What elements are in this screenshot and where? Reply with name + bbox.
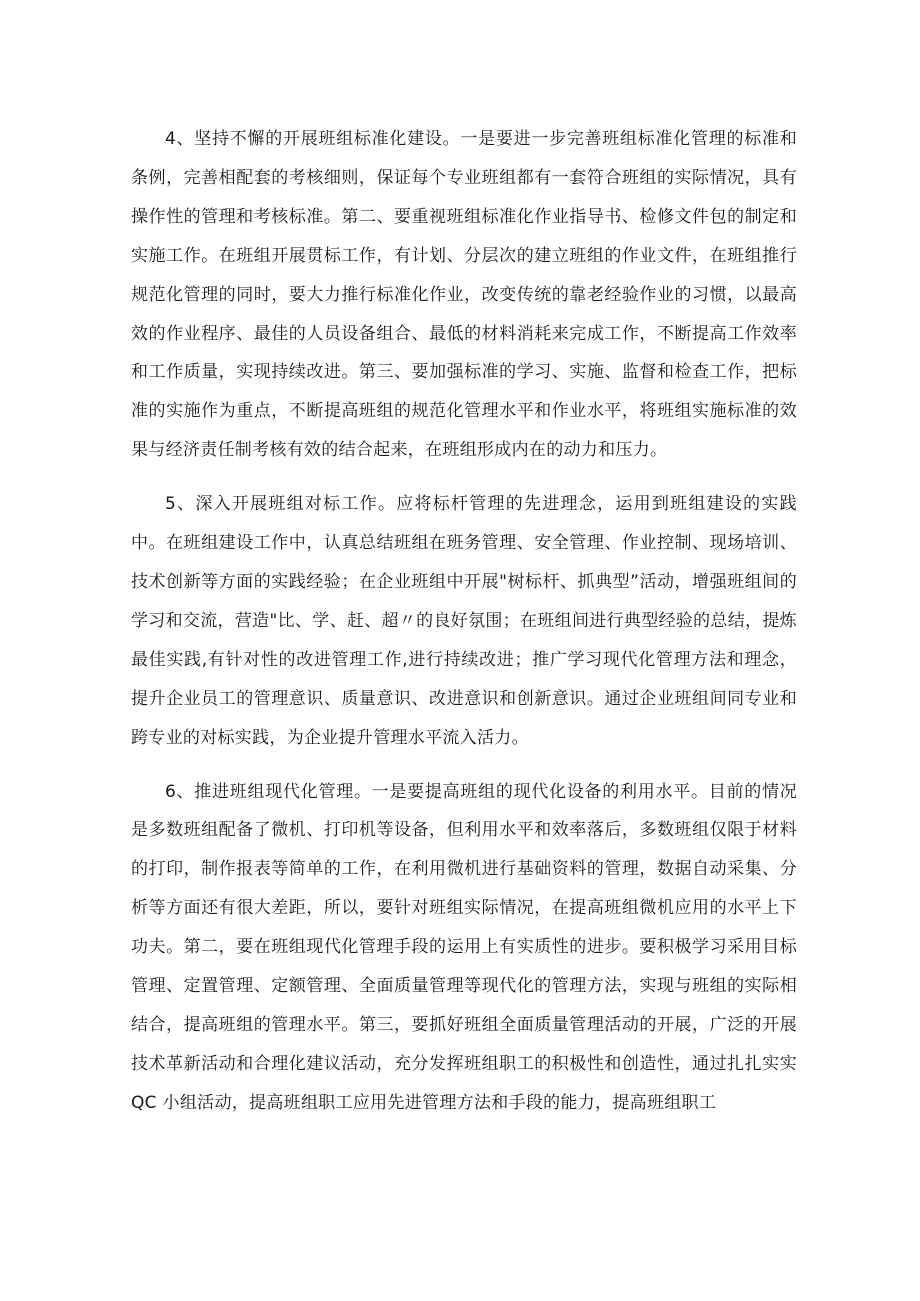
paragraph-item-5: 5、深入开展班组对标工作。应将标杆管理的先进理念，运用到班组建设的实践中。在班组建设工作中，认真总结班组在班务管理、安全管理、作业控制、现场培训、技术创新等方面的实践经验；在企业班组中开展"树标杆、抓典型”活动，增强班组间的学习和交流，营造"比、学、赶、超〃的良好氛围；在班组间进行典型经验的总结，提炼最佳实践,有针对性的改进管理工作,进行持续改进；推广学习现代化管理方法和理念，提升企业员工的管理意识、质量意识、改进意识和创新意识。通过企业班组间同专业和跨专业的对标实践，为企业提升管理水平流入活力。 [131, 494, 797, 748]
document-body [131, 120, 797, 1138]
paragraph-item-4: 4、坚持不懈的开展班组标准化建设。一是要进一步完善班组标准化管理的标准和条例，完善相配套的考核细则，保证每个专业班组都有一套符合班组的实际情况，具有操作性的管理和考核标准。第二、要重视班组标准化作业指导书、检修文件包的制定和实施工作。在班组开展贯标工作，有计划、分层次的建立班组的作业文件，在班组推行规范化管理的同时，要大力推行标准化作业，改变传统的靠老经验作业的习惯，以最高效的作业程序、最佳的人员设备组合、最低的材料消耗来完成工作，不断提高工作效率和工作质量，实现持续改进。第三、要加强标准的学习、实施、监督和检查工作，把标准的实施作为重点，不断提高班组的规范化管理水平和作业水平，将班组实施标准的效果与经济责任制考核有效的结合起来，在班组形成内在的动力和压力。 [131, 129, 797, 461]
paragraph-item-6: 6、推进班组现代化管理。一是要提高班组的现代化设备的利用水平。目前的情况是多数班组配备了微机、打印机等设备，但利用水平和效率落后，多数班组仅限于材料的打印，制作报表等简单的工作，在利用微机进行基础资料的管理，数据自动采集、分析等方面还有很大差距，所以，要针对班组实际情况，在提高班组微机应用的水平上下功夫。第二，要在班组现代化管理手段的运用上有实质性的进步。要积极学习采用目标管理、定置管理、定额管理、全面质量管理等现代化的管理方法，实现与班组的实际相结合，提高班组的管理水平。第三，要抓好班组全面质量管理活动的开展，广泛的开展技术革新活动和合理化建议活动，充分发挥班组职工的积极性和创造性，通过扎扎实实 QC 小组活动，提高班组职工应用先进管理方法和手段的能力，提高班组职工 [131, 781, 797, 1113]
